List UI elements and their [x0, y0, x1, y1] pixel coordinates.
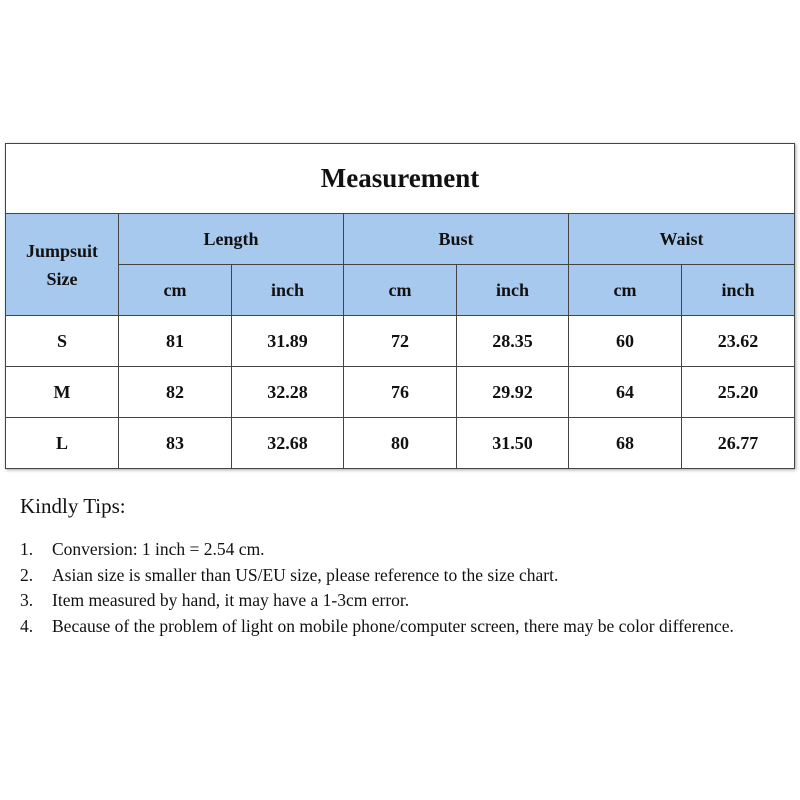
table-cell: 31.89 [232, 316, 344, 367]
table-cell: 72 [344, 316, 457, 367]
tip-item [20, 537, 780, 563]
table-cell: 26.77 [682, 418, 795, 469]
tip-text: Item measured by hand, it may have a 1-3cm error. [52, 590, 410, 610]
size-cell: L [6, 418, 119, 469]
table-cell: 29.92 [457, 367, 569, 418]
tip-text: Asian size is smaller than US/EU size, please reference to the size chart. [52, 564, 559, 585]
unit-header: cm [344, 265, 457, 316]
table-cell: 76 [344, 367, 457, 418]
table-cell: 23.62 [682, 316, 795, 367]
group-header-row [6, 214, 795, 265]
unit-header: cm [569, 265, 682, 316]
tip-number: 2. [20, 564, 34, 585]
unit-header: inch [232, 265, 344, 316]
tips-section [20, 494, 780, 639]
table-cell: 32.28 [232, 367, 344, 418]
table-cell: 28.35 [457, 316, 569, 367]
bust-header: Bust [344, 214, 569, 265]
tip-text: Conversion: 1 inch = 2.54 cm. [52, 539, 265, 559]
table-row [6, 418, 795, 469]
tips-title: Kindly Tips: [20, 494, 126, 518]
tip-item [20, 614, 780, 640]
table-cell: 81 [119, 316, 232, 367]
tip-number: 3. [20, 590, 34, 610]
length-header: Length [119, 214, 344, 265]
table-cell: 31.50 [457, 418, 569, 469]
unit-header: cm [119, 265, 232, 316]
table-cell: 60 [569, 316, 682, 367]
table-cell: 83 [119, 418, 232, 469]
tip-number: 1. [20, 539, 34, 559]
waist-header: Waist [569, 214, 795, 265]
table-title: Measurement [6, 144, 795, 214]
table-cell: 82 [119, 367, 232, 418]
unit-header: inch [682, 265, 795, 316]
size-header-line1: Jumpsuit [25, 240, 99, 261]
size-cell: S [6, 316, 119, 367]
table-row [6, 316, 795, 367]
size-header [6, 214, 119, 316]
tip-item [20, 563, 780, 589]
size-header-line2: Size [46, 268, 78, 289]
table-row [6, 367, 795, 418]
tip-number: 4. [20, 615, 34, 636]
table-cell: 32.68 [232, 418, 344, 469]
tip-item [20, 588, 780, 614]
table-cell: 80 [344, 418, 457, 469]
table-cell: 64 [569, 367, 682, 418]
size-cell: M [6, 367, 119, 418]
unit-header: inch [457, 265, 569, 316]
size-chart-table [5, 143, 795, 469]
title-row [6, 144, 795, 214]
tips-list [20, 537, 780, 639]
table-cell: 25.20 [682, 367, 795, 418]
table-cell: 68 [569, 418, 682, 469]
unit-header-row [6, 265, 795, 316]
tip-text: Because of the problem of light on mobile phone/computer screen, there may be color difference. [52, 615, 734, 636]
